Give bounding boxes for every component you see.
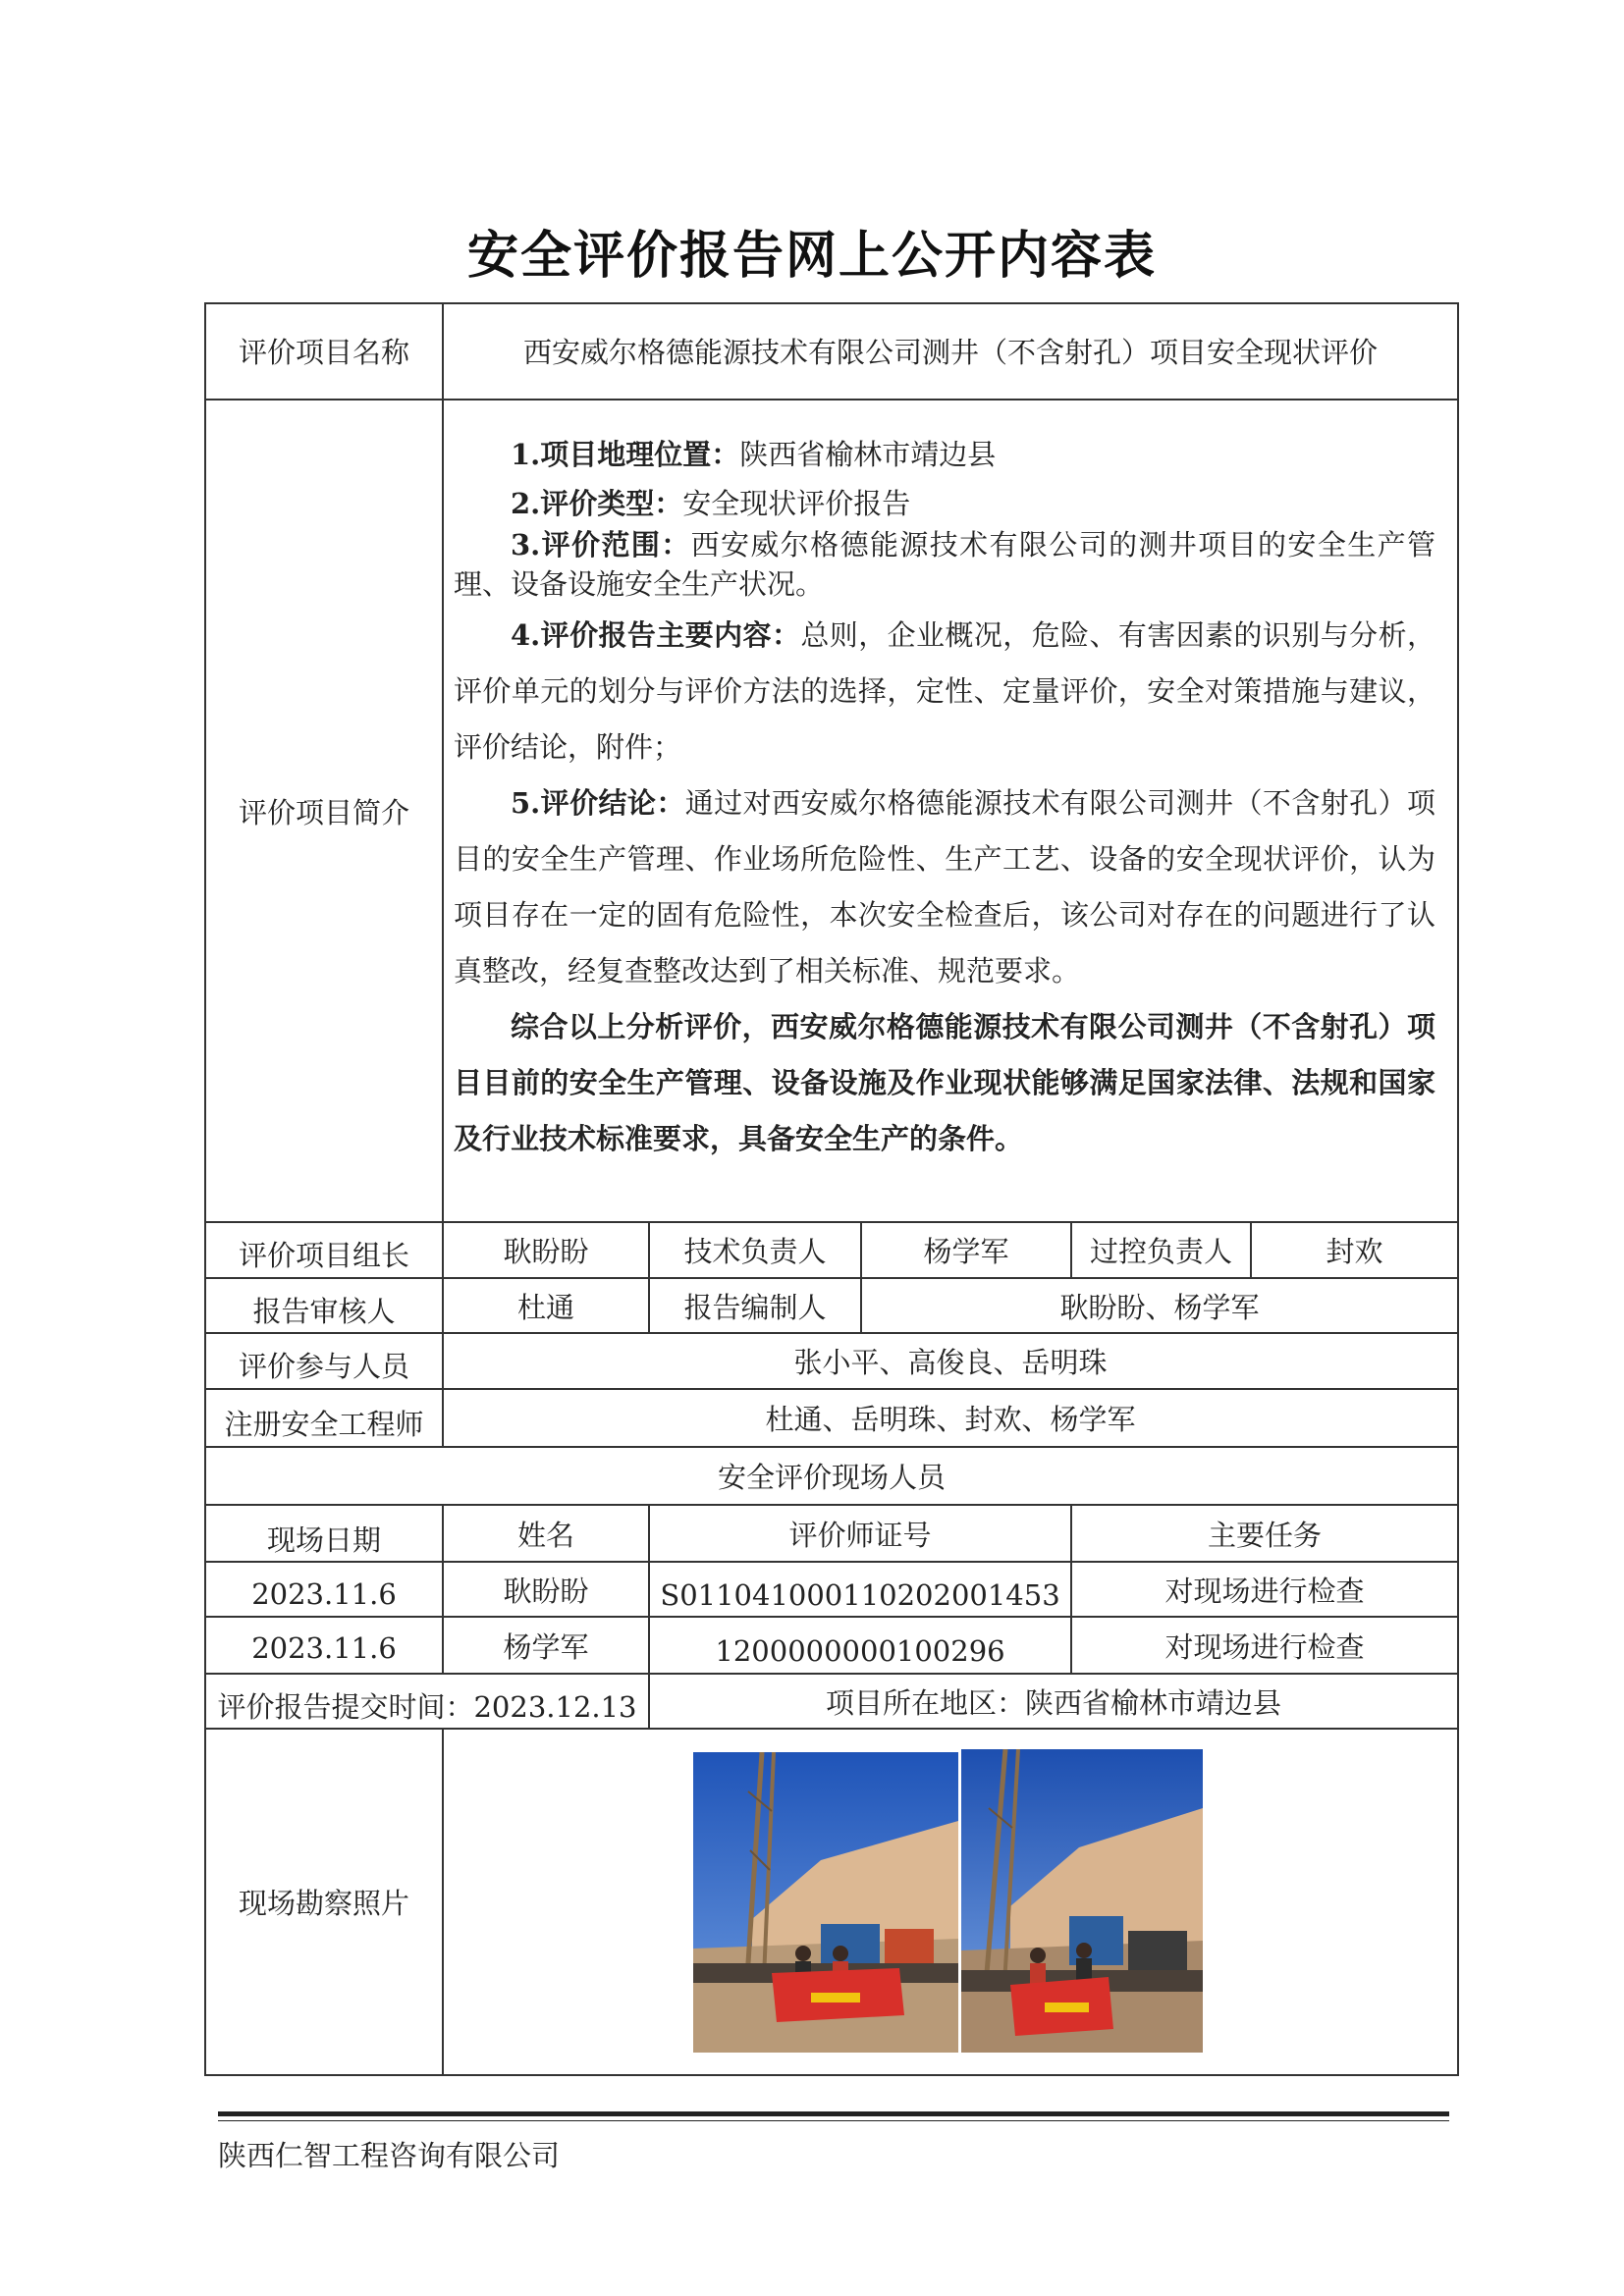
project-name-value: 西安威尔格德能源技术有限公司测井（不含射孔）项目安全现状评价	[522, 335, 1378, 369]
footer-company: 陕西仁智工程咨询有限公司	[218, 2139, 561, 2172]
site-row-name: 杨学军	[503, 1629, 589, 1664]
engineers-label: 注册安全工程师	[224, 1408, 424, 1441]
tech-value: 杨学军	[923, 1235, 1009, 1268]
participants-value: 张小平、高俊良、岳明珠	[793, 1346, 1108, 1379]
leader-label: 评价项目组长	[238, 1239, 409, 1272]
engineers-value: 杜通、岳明珠、封欢、杨学军	[765, 1403, 1136, 1436]
intro-item-conclusion: 5.评价结论：通过对西安威尔格德能源技术有限公司测井（不含射孔）项目的安全生产管理、作业场所危险性、生产工艺、设备的安全现状评价，认为项目存在一定的固有危险性，本次安全检查后，该公司对存在的问题进行了认真整改，经复查整改达到了相关标准、规范要求。	[454, 786, 1435, 988]
site-header-cert: 评价师证号	[788, 1518, 932, 1552]
intro-item-content: 4.评价报告主要内容：总则，企业概况，危险、有害因素的识别与分析，评价单元的划分与评价方法的选择，定性、定量评价，安全对策措施与建议，评价结论，附件；	[454, 618, 1435, 764]
site-row-date: 2023.11.6	[251, 1577, 397, 1611]
page-title: 安全评价报告网上公开内容表	[466, 227, 1157, 286]
site-photo-2	[961, 1749, 1203, 2053]
leader-value: 耿盼盼	[503, 1235, 589, 1268]
reviewer-label: 报告审核人	[252, 1294, 396, 1328]
site-row-date: 2023.11.6	[251, 1631, 397, 1665]
footer-rule-thin	[218, 2120, 1449, 2121]
site-header-name: 姓名	[516, 1518, 574, 1552]
tech-label: 技术负责人	[683, 1235, 827, 1268]
project-name-label: 评价项目名称	[238, 335, 409, 369]
intro-body	[454, 427, 1435, 1167]
site-row-name: 耿盼盼	[503, 1574, 589, 1608]
submit-time: 评价报告提交时间：2023.12.13	[217, 1689, 637, 1724]
site-row-cert: 1200000000100296	[715, 1634, 1005, 1668]
site-photo-1	[693, 1752, 958, 2053]
footer-rule	[218, 2111, 1449, 2116]
intro-item-location: 1.项目地理位置：陕西省榆林市靖边县	[511, 438, 997, 471]
site-header-task: 主要任务	[1207, 1518, 1322, 1552]
process-value: 封欢	[1326, 1235, 1383, 1268]
site-row-cert: S011041000110202001453	[660, 1578, 1060, 1612]
editor-value: 耿盼盼、杨学军	[1059, 1290, 1260, 1324]
intro-label: 评价项目简介	[238, 795, 409, 829]
photos-label: 现场勘察照片	[238, 1887, 409, 1920]
intro-item-scope: 3.评价范围：西安威尔格德能源技术有限公司的测井项目的安全生产管理、设备设施安全生产状况。	[454, 528, 1435, 601]
site-section-title: 安全评价现场人员	[717, 1461, 946, 1494]
site-row-task: 对现场进行检查	[1164, 1574, 1365, 1608]
site-header-date: 现场日期	[266, 1522, 381, 1557]
site-row-task: 对现场进行检查	[1164, 1629, 1365, 1664]
intro-summary: 综合以上分析评价，西安威尔格德能源技术有限公司测井（不含射孔）项目目前的安全生产管理、设备设施及作业现状能够满足国家法律、法规和国家及行业技术标准要求，具备安全生产的条件。	[454, 1010, 1435, 1155]
process-label: 过控负责人	[1089, 1235, 1232, 1268]
reviewer-value: 杜通	[516, 1290, 574, 1324]
intro-item-type: 2.评价类型：安全现状评价报告	[511, 487, 911, 520]
editor-label: 报告编制人	[683, 1290, 827, 1324]
participants-label: 评价参与人员	[238, 1350, 409, 1383]
project-location: 项目所在地区：陕西省榆林市靖边县	[825, 1685, 1281, 1720]
